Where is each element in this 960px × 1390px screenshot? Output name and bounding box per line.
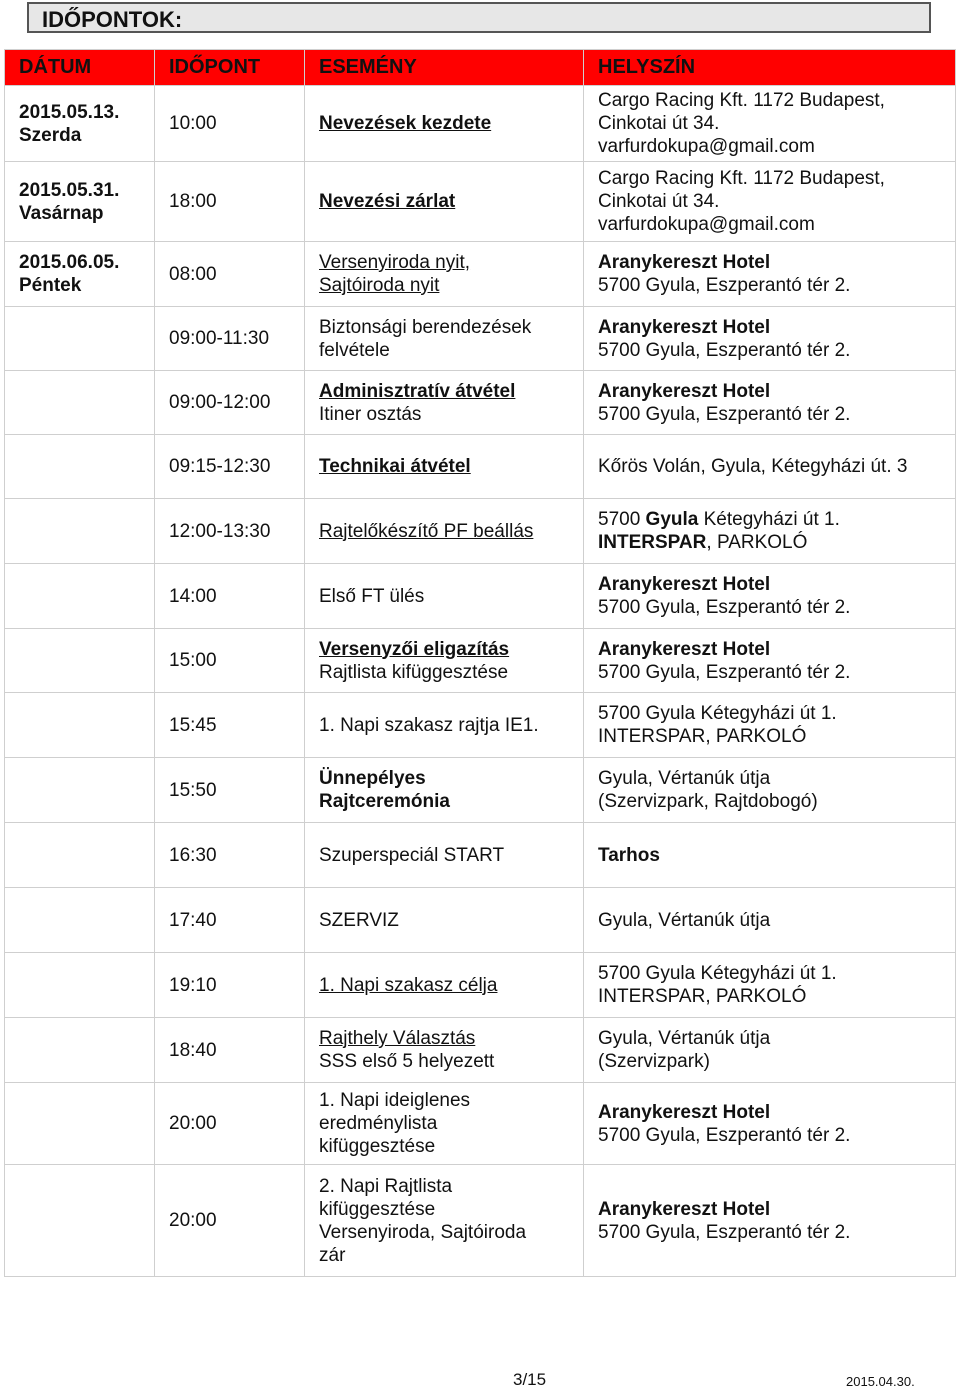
time-cell: 14:00 [155,564,305,629]
date-cell [5,371,155,435]
schedule-table [4,49,956,1277]
event-cell: Első FT ülés [305,564,584,629]
section-title: IDŐPONTOK: [27,2,931,33]
time-cell: 09:00-11:30 [155,307,305,371]
time-cell: 09:00-12:00 [155,371,305,435]
event-cell: Versenyiroda nyit, Sajtóiroda nyit [305,242,584,307]
header-event: ESEMÉNY [305,50,584,86]
event-cell: Nevezések kezdete [305,86,584,162]
table-header-row [5,50,956,86]
date-cell [5,564,155,629]
location-cell: Tarhos [584,823,956,888]
table-row [5,435,956,499]
footer-date: 2015.04.30. [846,1374,915,1389]
time-cell: 16:30 [155,823,305,888]
time-cell: 08:00 [155,242,305,307]
date-cell [5,1165,155,1277]
location-cell: Aranykereszt Hotel 5700 Gyula, Eszperantó tér 2. [584,629,956,693]
event-cell: Technikai átvétel [305,435,584,499]
header-time: IDŐPONT [155,50,305,86]
date-cell: 2015.05.13. Szerda [5,86,155,162]
table-row [5,371,956,435]
location-cell: Aranykereszt Hotel 5700 Gyula, Eszperantó tér 2. [584,307,956,371]
table-row [5,499,956,564]
date-cell [5,629,155,693]
date-cell [5,307,155,371]
location-cell: Kőrös Volán, Gyula, Kétegyházi út. 3 [584,435,956,499]
date-cell [5,499,155,564]
table-row [5,564,956,629]
location-cell: Aranykereszt Hotel 5700 Gyula, Eszperantó tér 2. [584,1165,956,1277]
table-row [5,758,956,823]
event-cell: Rajtelőkészítő PF beállás [305,499,584,564]
event-cell: 2. Napi Rajtlista kifüggesztése Versenyiroda, Sajtóiroda zár [305,1165,584,1277]
location-cell: Cargo Racing Kft. 1172 Budapest, Cinkotai út 34. varfurdokupa@gmail.com [584,162,956,242]
location-cell: Gyula, Vértanúk útja (Szervizpark, Rajtdobogó) [584,758,956,823]
event-cell: Nevezési zárlat [305,162,584,242]
date-cell: 2015.06.05. Péntek [5,242,155,307]
table-row [5,823,956,888]
time-cell: 20:00 [155,1165,305,1277]
time-cell: 18:00 [155,162,305,242]
location-cell: Cargo Racing Kft. 1172 Budapest, Cinkotai út 34. varfurdokupa@gmail.com [584,86,956,162]
table-row [5,162,956,242]
event-cell: 1. Napi szakasz rajtja IE1. [305,693,584,758]
table-row [5,888,956,953]
event-cell: Szuperspeciál START [305,823,584,888]
event-cell: Adminisztratív átvétel Itiner osztás [305,371,584,435]
time-cell: 20:00 [155,1083,305,1165]
location-cell: Gyula, Vértanúk útja [584,888,956,953]
location-cell: 5700 Gyula Kétegyházi út 1. INTERSPAR, PARKOLÓ [584,499,956,564]
table-row [5,1165,956,1277]
date-cell [5,758,155,823]
table-row [5,953,956,1018]
table-row [5,1018,956,1083]
table-row [5,1083,956,1165]
time-cell: 17:40 [155,888,305,953]
table-row [5,693,956,758]
time-cell: 15:50 [155,758,305,823]
event-cell: Rajthely Választás SSS első 5 helyezett [305,1018,584,1083]
location-cell: Aranykereszt Hotel 5700 Gyula, Eszperantó tér 2. [584,564,956,629]
date-cell [5,888,155,953]
location-cell: Aranykereszt Hotel 5700 Gyula, Eszperantó tér 2. [584,242,956,307]
date-cell [5,693,155,758]
event-cell: 1. Napi ideiglenes eredménylista kifüggesztése [305,1083,584,1165]
header-location: HELYSZÍN [584,50,956,86]
location-cell: Aranykereszt Hotel 5700 Gyula, Eszperantó tér 2. [584,371,956,435]
date-cell [5,953,155,1018]
date-cell [5,1083,155,1165]
time-cell: 09:15-12:30 [155,435,305,499]
time-cell: 15:00 [155,629,305,693]
location-cell: Gyula, Vértanúk útja (Szervizpark) [584,1018,956,1083]
table-row [5,242,956,307]
event-cell: 1. Napi szakasz célja [305,953,584,1018]
page-number: 3/15 [513,1370,547,1389]
location-cell: 5700 Gyula Kétegyházi út 1. INTERSPAR, PARKOLÓ [584,953,956,1018]
time-cell: 15:45 [155,693,305,758]
time-cell: 18:40 [155,1018,305,1083]
table-row [5,307,956,371]
event-cell: Biztonsági berendezések felvétele [305,307,584,371]
location-cell: 5700 Gyula Kétegyházi út 1. INTERSPAR, PARKOLÓ [584,693,956,758]
event-cell: Versenyzői eligazítás Rajtlista kifüggesztése [305,629,584,693]
date-cell [5,1018,155,1083]
time-cell: 19:10 [155,953,305,1018]
time-cell: 10:00 [155,86,305,162]
date-cell [5,823,155,888]
table-row [5,629,956,693]
location-cell: Aranykereszt Hotel 5700 Gyula, Eszperantó tér 2. [584,1083,956,1165]
header-date: DÁTUM [5,50,155,86]
event-cell: SZERVIZ [305,888,584,953]
table-row [5,86,956,162]
date-cell: 2015.05.31. Vasárnap [5,162,155,242]
date-cell [5,435,155,499]
time-cell: 12:00-13:30 [155,499,305,564]
event-cell: Ünnepélyes Rajtceremónia [305,758,584,823]
